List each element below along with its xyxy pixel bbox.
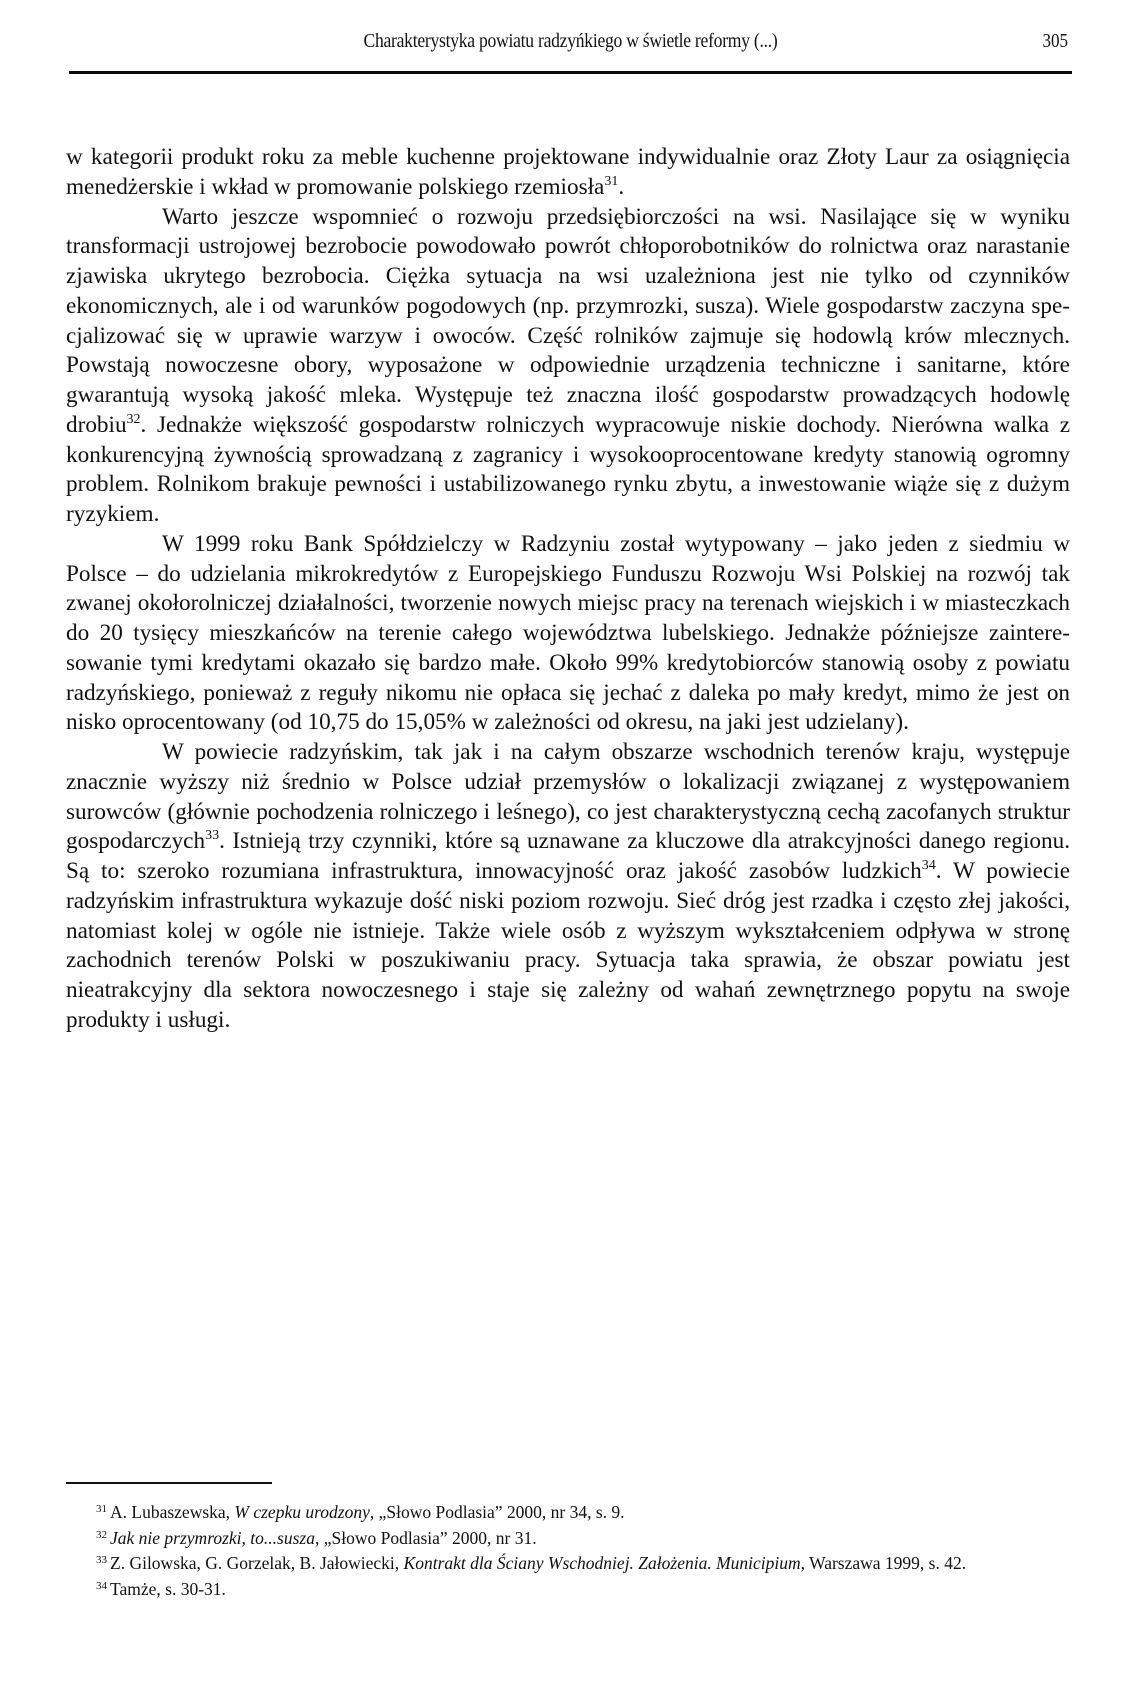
text-line: się w wyniku transformacji ustrojowej bezrobocie powodowało powrót chłopo (66, 203, 1070, 260)
text-line: robotników do rolnictwa oraz narastanie zjawiska ukrytego bezrobocia. Ciężka (66, 233, 1070, 289)
footnote-32 (66, 1526, 1070, 1552)
text-line: zacji związanej z występowaniem surowców (głównie pochodzenia rolniczego i (66, 768, 1070, 825)
footnote-number: 32 (96, 1528, 107, 1541)
footnote-ref-31[interactable]: 31 (604, 173, 619, 189)
text-line: den z siedmiu w Polsce – do udzielania mikrokredytów z Europejskiego Funduszu (66, 530, 1070, 587)
running-title: Charakterystyka powiatu radzyńkiego w świetle reformy (...) (363, 30, 778, 52)
footnote-title: W czepku urodzony (234, 1502, 370, 1522)
text-line: krów mlecznych. Powstają nowoczesne obory, wyposażone w odpowiednie urzą (66, 322, 1070, 379)
text-line: rozwoju. Sieć dróg jest rzadka i często złej jakości, natomiast kolej w ogóle nie (66, 887, 1071, 944)
footnote-ref-34[interactable]: 34 (921, 858, 936, 873)
paragraph (66, 203, 1070, 530)
footnote-ref-33[interactable]: 33 (205, 828, 220, 844)
footnote-number: 31 (96, 1503, 107, 1515)
text-line: nowych miejsc pracy na terenach wiejskich i w miasteczkach do 20 tysięcy miesz (66, 590, 1070, 646)
text-line: W 1999 roku Bank Spółdzielczy w Radzyniu został wytypowany – jako je (162, 530, 905, 557)
text-line: Warto jeszcze wspomnieć o rozwoju przedsiębiorczości na wsi. Nasilające (162, 203, 917, 230)
text-line: bów ludzkich (790, 858, 922, 884)
text-line: ty stanowią ogromny problem. Rolnikom brakuje pewności i ustabilizowanego (66, 441, 1070, 498)
footnote-text: Tamże, s. 30-31. (110, 1578, 226, 1599)
page-number: 305 (1042, 30, 1068, 52)
text-line: tu jest nieatrakcyjny dla sektora nowoczesnego i staje się zależny od wahań ze (66, 947, 1070, 1003)
text-line: warunków pogodowych (np. przymrozki, susza). Wiele gospodarstw zaczyna spe (301, 292, 1070, 319)
footnote-text: , „Słowo Podlasia” 2000, nr 34, s. 9. (369, 1502, 625, 1522)
text-line: konkurencyjną żywnością sprowadzaną z zagranicy i wysokooprocentowane kredy (66, 441, 866, 468)
text-line: szość gospodarstw rolniczych wypracowuje niskie dochody. Nierówna walka z (297, 411, 1070, 438)
text-line: Złoty Laur za osiągnięcia menedżerskie i wkład w promowanie polskiego rzemio (66, 144, 1071, 200)
text-line: . W powiecie radzyńskim infrastruktura wykazuje dość niski poziom (66, 858, 1070, 914)
text-line: w kategorii produkt roku za meble kuchenne projektowane indywidualnie oraz (66, 144, 819, 170)
footnote-number: 34 (96, 1579, 107, 1592)
text-line: kańców na terenie całego województwa lubelskiego. Jednakże późniejsze zaintere (263, 620, 1071, 646)
text-line: też znaczna ilość gospodarstw prowadzących hodowlę drobiu (66, 382, 1071, 438)
footnote-text: , „Słowo Podlasia” 2000, nr 31. (314, 1527, 537, 1548)
paragraph: w kategorii produkt roku za meble kuchenne projektowane indywidualnie oraz Złoty Laur za osiągnięcia menedżerskie i wkład w promowanie polskiego rzemiosła$^{31}$. (66, 144, 1071, 200)
text-line: nich terenów Polski w poszukiwaniu pracy. Sytuacja taka sprawia, że obszar powia (131, 947, 1005, 974)
text-line: Rozwoju Wsi Polskiej na rozwój tak zwanej okołorolniczej działalności, tworzenie (66, 560, 1070, 617)
text-line: nowią osoby z powiatu radzyńskiego, ponieważ z reguły nikomu nie opłaca się (66, 649, 1070, 706)
text-line: istnieje. Także wiele osób z wyższym wykształceniem odpływa w stronę zachod (66, 917, 1071, 974)
text-line: rynku zbytu, a inwestowanie wiąże się z dużym ryzykiem. (66, 471, 1070, 527)
footnote-separator (66, 1482, 272, 1484)
text-line: dzenia techniczne i sanitarne, które gwarantują wysoką jakość mleka. Występuje (66, 352, 1070, 408)
footnote-title: Jak nie przymrozki, to...susza (110, 1527, 315, 1548)
footnote-title: Kontrakt dla Ściany Wschodniej. Założenia. Municipium (403, 1553, 801, 1573)
paragraph (66, 738, 1070, 1036)
text-line: W powiecie radzyńskim, tak jak i na całym obszarze wschodnich terenów (162, 739, 901, 765)
paragraph (66, 530, 1070, 738)
text-line: wnętrznego popytu na swoje produkty i usługi. (66, 977, 1070, 1033)
text-line: . (219, 828, 225, 855)
text-line: Istnieją trzy czynniki, które są uznawane za kluczowe dla atrakcyjności danego (232, 828, 986, 855)
text-line: regionu. Są to: szeroko rozumiana infrastruktura, innowacyjność oraz jakość zaso (66, 828, 1070, 884)
running-header (69, 22, 1072, 62)
text-line: jechać z daleka po mały kredyt, mimo że jest on nisko oprocentowany (od 10,75 do (66, 679, 1071, 736)
footnote-text: , Warszawa 1999, s. 42. (800, 1553, 967, 1573)
footnote-33 (66, 1551, 1070, 1577)
text-line: sowanie tymi kredytami okazało się bardzo małe. Około 99% kredytobiorców sta (66, 649, 848, 676)
text-line: . Jednakże więk (140, 411, 298, 438)
footnote-number: 33 (96, 1554, 107, 1566)
text-line: 15,05% w zależności od okresu, na jaki jest udzielany). (394, 709, 909, 736)
footnote-ref-32[interactable]: 32 (126, 411, 141, 427)
footnotes (66, 1500, 1070, 1602)
text-line: kraju, występuje znacznie wyższy niż średnio w Polsce udział przemysłów o lokali (66, 739, 1070, 795)
text-line: sła (578, 173, 605, 200)
footnote-34 (66, 1577, 1070, 1603)
text-line: sytuacja na wsi uzależniona jest nie tylko od czynników ekonomicznych, ale i od (66, 263, 1071, 319)
text-line: cjalizować się w uprawie warzyw i owoców. Część rolników zajmuje się hodowlą (66, 322, 893, 349)
footnote-text: Z. Gilowska, G. Gorzelak, B. Jałowiecki, (110, 1553, 404, 1573)
header-rule (69, 71, 1072, 74)
footnote-text: A. Lubaszewska, (110, 1502, 235, 1522)
footnote-31 (66, 1500, 1070, 1526)
text-line: leśnego), co jest charakterystyczną cechą zacofanych struktur gospodarczych (66, 798, 1070, 855)
body-text (66, 143, 1070, 1036)
